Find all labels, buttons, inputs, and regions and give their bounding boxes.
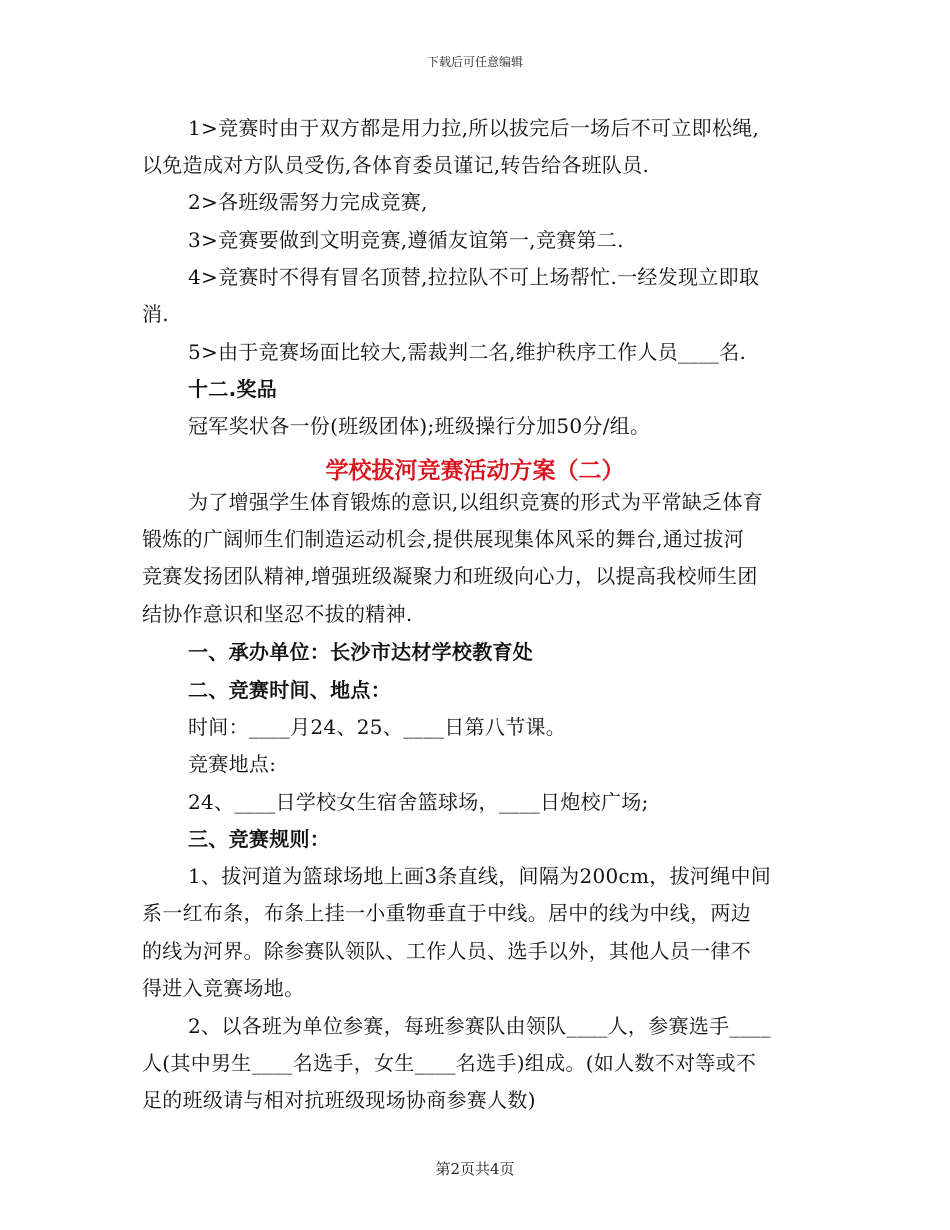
rules-1-line-3: 的线为河界。除参赛队领队、工作人员、选手以外，其他人员一律不 <box>142 939 751 963</box>
rule-1-cont: 以免造成对方队员受伤,各体育委员谨记,转告给各班队员. <box>142 153 650 177</box>
rule-4-line: 4>竞赛时不得有冒名顶替,拉拉队不可上场帮忙.一经发现立即取 <box>188 265 760 289</box>
prizes-text: 冠军奖状各一份(班级团体);班级操行分加50分/组。 <box>188 414 651 438</box>
time-line: 时间：____月24、25、____日第八节课。 <box>188 715 567 739</box>
rules-2-line-1: 2、以各班为单位参赛，每班参赛队由领队____人，参赛选手____ <box>188 1014 771 1038</box>
venue-label: 竞赛地点: <box>188 752 277 776</box>
rule-2: 2>各班级需努力完成竞赛, <box>188 190 428 214</box>
rule-3: 3>竞赛要做到文明竞赛,遵循友谊第一,竞赛第二. <box>188 228 624 252</box>
rules-1-line-4: 得进入竞赛场地。 <box>142 976 305 1000</box>
section-organizer-heading: 一、承办单位：长沙市达材学校教育处 <box>188 640 534 664</box>
page-header: 下载后可任意编辑 <box>426 55 523 69</box>
venue-line: 24、____日学校女生宿舍篮球场，____日炮校广场; <box>188 790 649 814</box>
intro-line-4: 结协作意识和坚忍不拔的精神. <box>142 602 413 626</box>
rule-5: 5>由于竞赛场面比较大,需裁判二名,维护秩序工作人员____名. <box>188 340 747 364</box>
plan-title: 学校拔河竞赛活动方案（二） <box>325 458 625 484</box>
page-number: 第2页共4页 <box>435 1160 515 1178</box>
section-prizes-heading: 十二.奖品 <box>188 377 278 401</box>
rules-1-line-1: 1、拔河道为篮球场地上画3条直线，间隔为200cm，拔河绳中间 <box>188 864 772 888</box>
section-time-place-heading: 二、竞赛时间、地点： <box>188 678 391 702</box>
rule-4-cont: 消. <box>142 302 169 326</box>
intro-line-2: 锻炼的广阔师生们制造运动机会,提供展现集体风采的舞台,通过拔河 <box>142 527 745 551</box>
rules-1-line-2: 系一红布条，布条上挂一小重物垂直于中线。居中的线为中线，两边 <box>142 901 751 925</box>
rules-2-line-3: 足的班级请与相对抗班级现场协商参赛人数) <box>142 1088 536 1112</box>
intro-line-1: 为了增强学生体育锻炼的意识,以组织竞赛的形式为平常缺乏体育 <box>188 490 764 514</box>
rule-1-line: 1>竞赛时由于双方都是用力拉,所以拔完后一场后不可立即松绳, <box>188 116 760 140</box>
rules-2-line-2: 人(其中男生____名选手，女生____名选手)组成。(如人数不对等或不 <box>142 1051 757 1075</box>
section-rules-heading: 三、竞赛规则： <box>188 827 331 851</box>
intro-line-3: 竞赛发扬团队精神,增强班级凝聚力和班级向心力，以提高我校师生团 <box>142 564 758 588</box>
